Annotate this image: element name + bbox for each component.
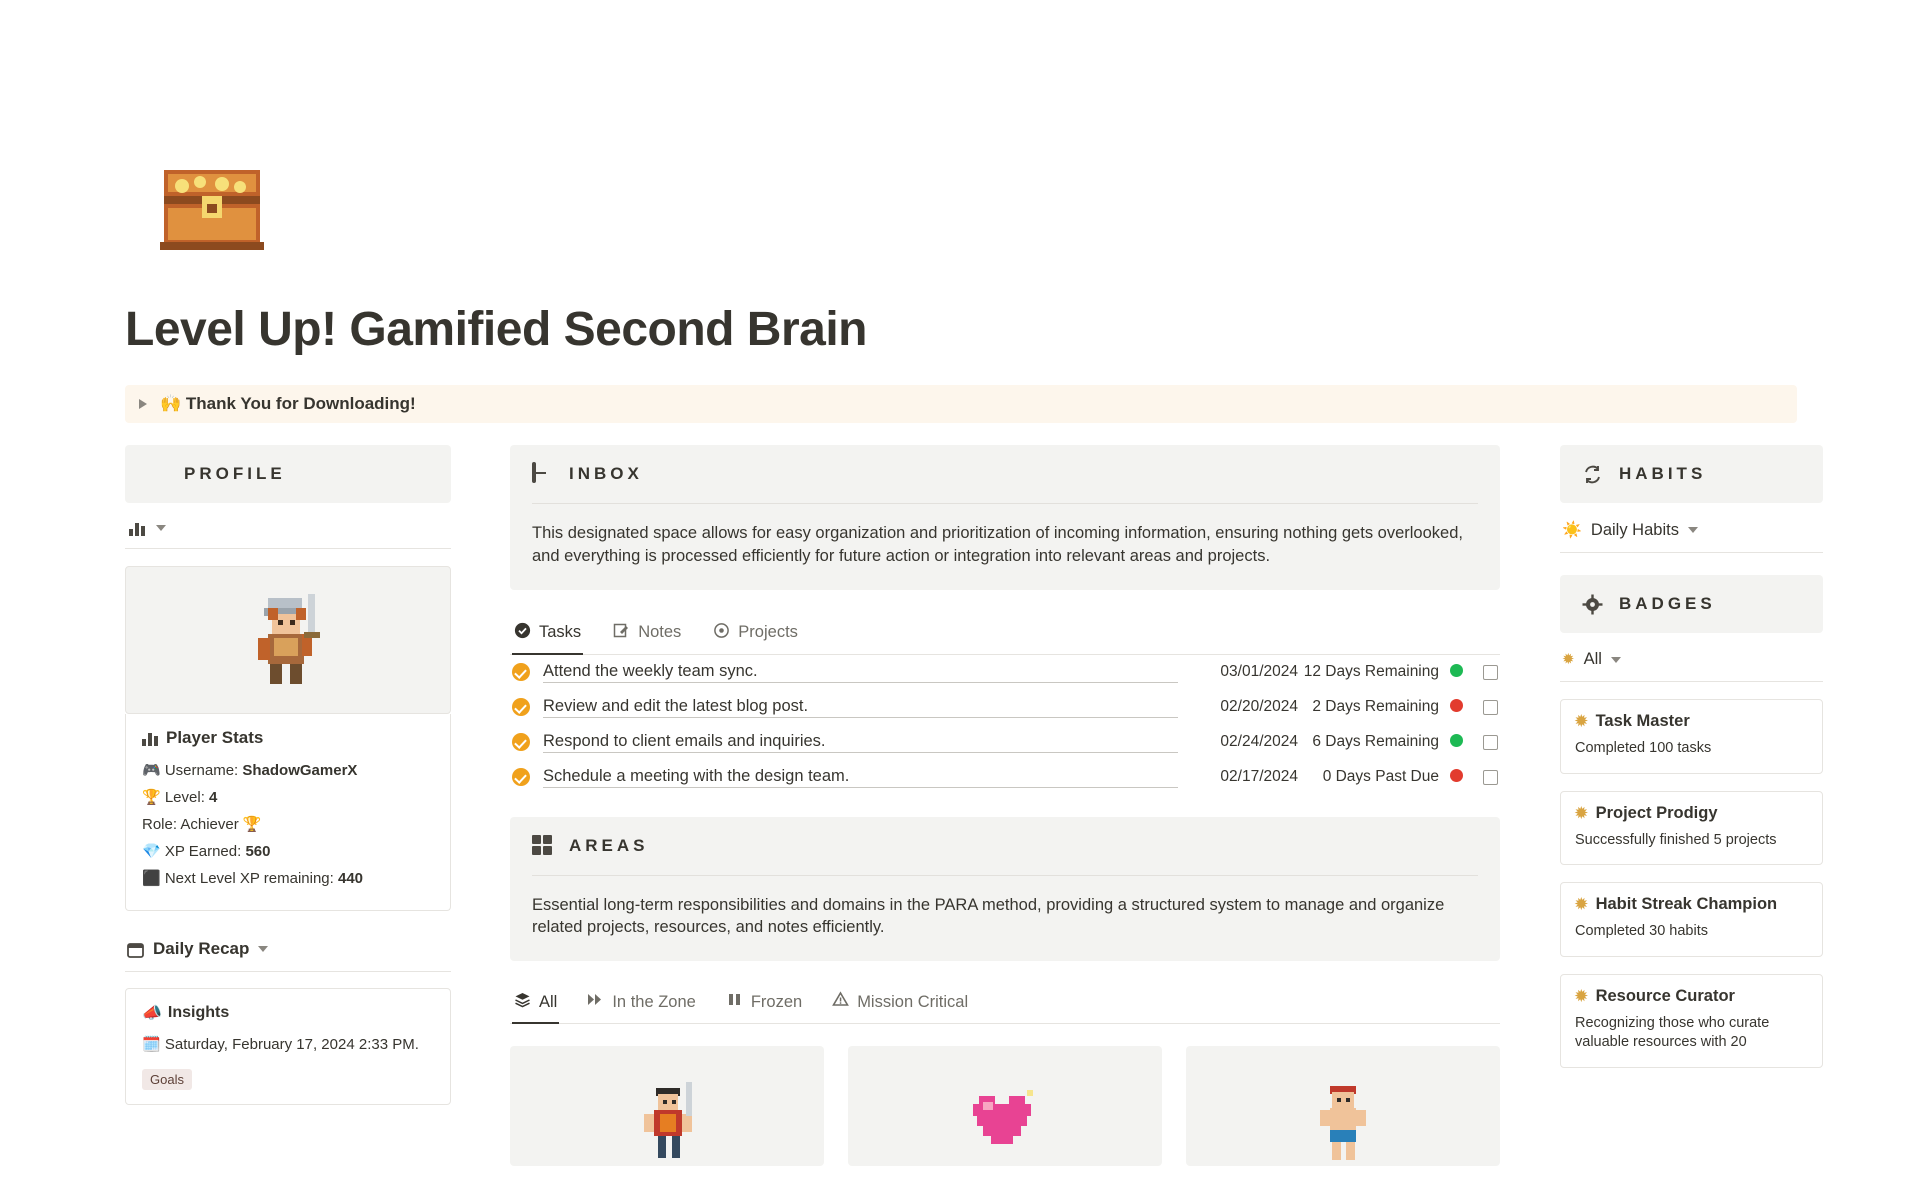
pause-icon xyxy=(726,991,743,1013)
list-item[interactable] xyxy=(1560,791,1823,866)
profile-column xyxy=(125,445,451,1105)
tab-frozen[interactable]: Frozen xyxy=(724,985,804,1023)
main-column xyxy=(510,445,1500,1166)
person-icon xyxy=(147,464,168,485)
inbox-icon xyxy=(532,464,553,485)
list-item[interactable] xyxy=(1186,1046,1500,1166)
stat-level: 🏆 Level: 4 xyxy=(142,789,218,806)
list-item[interactable] xyxy=(510,1046,824,1166)
task-checkbox[interactable] xyxy=(1483,735,1498,750)
player-stats-card xyxy=(125,714,451,911)
stat-next-level-xp: ⬛ Next Level XP remaining: 440 xyxy=(142,870,364,887)
megaphone-icon: 📣 xyxy=(142,1005,162,1022)
badge-description: Completed 30 habits xyxy=(1575,923,1708,940)
main-columns xyxy=(125,445,1795,1166)
badge-icon: ✹ xyxy=(1562,651,1575,668)
profile-view-selector[interactable] xyxy=(125,503,451,549)
profile-section-title: PROFILE xyxy=(184,464,286,483)
tab-mission-critical[interactable]: Mission Critical xyxy=(830,985,970,1023)
inbox-description: This designated space allows for easy organization and prioritization of incoming information, ensuring nothing gets overlooked, and everything is processed efficiently for future action or integration into relevant areas and projects. xyxy=(532,524,1463,565)
task-checkbox[interactable] xyxy=(1483,770,1498,785)
daily-recap-label: Daily Recap xyxy=(153,939,250,958)
table-row[interactable]: Review and edit the latest blog post. 02/20/2024 2 Days Remaining xyxy=(510,690,1500,725)
badge-title: ✹ Project Prodigy xyxy=(1575,803,1718,822)
chevron-down-icon[interactable] xyxy=(1688,527,1698,533)
sun-icon: ☀️ xyxy=(1562,522,1582,539)
list-item[interactable] xyxy=(1560,882,1823,957)
chevron-down-icon[interactable] xyxy=(1611,657,1621,663)
badge-description: Successfully finished 5 projects xyxy=(1575,831,1777,848)
insights-date: 🗓️ Saturday, February 17, 2024 2:33 PM. xyxy=(142,1036,419,1053)
layers-icon xyxy=(514,991,531,1013)
callout-text: 🙌 Thank You for Downloading! xyxy=(160,394,416,413)
task-list xyxy=(510,655,1500,795)
badges-section-header xyxy=(1560,575,1823,633)
bar-chart-icon xyxy=(142,730,159,746)
badge-description: Recognizing those who curate valuable resources with 20 xyxy=(1575,1014,1770,1051)
status-badge xyxy=(1450,699,1463,712)
tab-all[interactable]: All xyxy=(512,985,559,1023)
badge-title: ✹ Resource Curator xyxy=(1575,986,1735,1005)
daily-recap-header[interactable] xyxy=(125,921,451,972)
task-complete-icon[interactable] xyxy=(512,768,530,786)
page-root xyxy=(0,150,1920,1199)
list-item[interactable] xyxy=(848,1046,1162,1166)
badge-title: ✹ Habit Streak Champion xyxy=(1575,895,1778,914)
task-checkbox[interactable] xyxy=(1483,700,1498,715)
tab-in-the-zone[interactable]: In the Zone xyxy=(585,985,697,1023)
chevron-down-icon[interactable] xyxy=(258,946,268,952)
areas-section-header xyxy=(510,817,1500,875)
player-stats-title: Player Stats xyxy=(142,728,434,748)
fast-forward-icon xyxy=(587,991,604,1013)
profile-section-header xyxy=(125,445,451,503)
treasure-chest-icon xyxy=(150,150,275,260)
badges-filter-label: All xyxy=(1583,650,1602,668)
inbox-section-title: INBOX xyxy=(569,464,643,483)
note-edit-icon xyxy=(613,622,630,644)
stat-role: Role: Achiever 🏆 xyxy=(142,816,262,833)
table-row[interactable]: Respond to client emails and inquiries. 02/24/2024 6 Days Remaining xyxy=(510,725,1500,760)
chevron-down-icon[interactable] xyxy=(156,525,166,531)
page-title: Level Up! Gamified Second Brain xyxy=(125,303,867,356)
adventurer-sprite-icon xyxy=(632,1080,702,1166)
grid-icon xyxy=(532,835,553,856)
sidebar-right xyxy=(1560,445,1823,1068)
badges-filter[interactable] xyxy=(1560,633,1823,682)
warning-icon xyxy=(832,991,849,1013)
badge-description: Completed 100 tasks xyxy=(1575,740,1712,756)
runner-sprite-icon xyxy=(1308,1080,1378,1166)
inbox-section-header xyxy=(510,445,1500,503)
heart-sprite-icon xyxy=(965,1082,1045,1152)
toggle-arrow-icon[interactable] xyxy=(139,399,147,409)
areas-tabs xyxy=(510,985,1500,1024)
task-complete-icon[interactable] xyxy=(512,663,530,681)
task-complete-icon[interactable] xyxy=(512,698,530,716)
tab-tasks[interactable]: Tasks xyxy=(512,616,583,654)
habits-filter-label: Daily Habits xyxy=(1590,520,1679,539)
badge-icon: ✹ xyxy=(1575,713,1588,730)
knight-sprite-icon xyxy=(242,588,334,692)
goals-tag[interactable]: Goals xyxy=(142,1069,192,1090)
check-circle-icon xyxy=(514,622,531,644)
badge-icon: ✹ xyxy=(1575,896,1588,914)
inbox-panel xyxy=(510,445,1500,590)
habits-filter[interactable] xyxy=(1560,503,1823,553)
stat-xp-earned: 💎 XP Earned: 560 xyxy=(142,843,271,860)
areas-description: Essential long-term responsibilities and domains in the PARA method, providing a structured system to manage and organize related projects, resources, and notes efficiently. xyxy=(532,895,1445,937)
task-checkbox[interactable] xyxy=(1483,665,1498,680)
habits-section-header xyxy=(1560,445,1823,503)
areas-section-title: AREAS xyxy=(569,835,649,855)
target-icon xyxy=(713,622,730,644)
bar-chart-icon xyxy=(129,520,146,536)
status-badge xyxy=(1450,734,1463,747)
status-badge xyxy=(1450,769,1463,782)
avatar xyxy=(125,566,451,714)
task-complete-icon[interactable] xyxy=(512,733,530,751)
habits-section-title: HABITS xyxy=(1619,464,1707,483)
table-row[interactable]: Schedule a meeting with the design team. 02/17/2024 0 Days Past Due xyxy=(510,760,1500,795)
insights-card xyxy=(125,988,451,1105)
badge-title: ✹ Task Master xyxy=(1575,712,1690,730)
badge-icon: ✹ xyxy=(1575,804,1588,822)
areas-panel xyxy=(510,817,1500,962)
list-item[interactable] xyxy=(1560,974,1823,1068)
list-item[interactable] xyxy=(1560,699,1823,774)
thank-you-callout[interactable] xyxy=(125,385,1797,423)
badges-section-title: BADGES xyxy=(1619,594,1716,613)
insights-title: 📣 Insights xyxy=(142,1004,230,1022)
tab-notes[interactable]: Notes xyxy=(611,616,683,654)
stat-username: 🎮 Username: ShadowGamerX xyxy=(142,762,358,779)
refresh-icon xyxy=(1582,464,1603,485)
tab-projects[interactable]: Projects xyxy=(711,616,800,654)
calendar-icon xyxy=(127,941,144,958)
table-row[interactable]: Attend the weekly team sync. 03/01/2024 12 Days Remaining xyxy=(510,655,1500,690)
status-badge xyxy=(1450,664,1463,677)
gear-icon xyxy=(1582,594,1603,615)
area-cards xyxy=(510,1046,1500,1166)
badge-icon: ✹ xyxy=(1575,987,1588,1005)
inbox-tabs xyxy=(510,616,1500,655)
